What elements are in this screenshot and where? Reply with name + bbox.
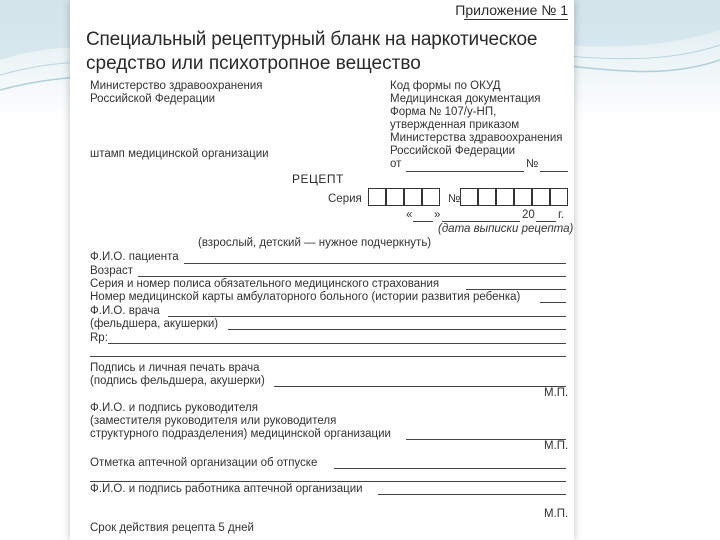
series-label: Серия [328,193,362,205]
doctor-line1[interactable] [168,316,566,317]
number-box-2[interactable] [478,188,496,206]
age-label: Возраст [90,265,134,277]
annex-underline [464,19,568,20]
okud-label: Код формы по ОКУД [390,80,501,92]
annex-label: Приложение № 1 [455,2,568,18]
policy-label: Серия и номер полиса обязательного медицинского страхования [90,278,440,290]
recipe-number-sign: № [448,193,461,205]
ministry-order-line1: Министерства здравоохранения [390,132,563,144]
prescription-form-sheet [70,0,574,540]
series-box-1[interactable] [368,188,386,206]
order-number-line[interactable] [540,171,568,172]
date-day-line[interactable] [413,221,433,222]
pharmacy-mark-line1[interactable] [334,468,566,469]
stamp-label: штамп медицинской организации [90,148,269,160]
head-line[interactable] [406,439,566,440]
ministry-line2: Российской Федерации [90,93,216,105]
sign-line[interactable] [274,386,566,387]
sign-label-line1: Подпись и личная печать врача [90,362,260,374]
ministry-order-line2: Российской Федерации [390,145,516,157]
card-label: Номер медицинской карты амбулаторного больного (истории развития ребенка) [90,291,521,303]
rp-line2[interactable] [90,356,566,357]
stamp-mark-2: М.П. [544,440,569,452]
doctor-label-line1: Ф.И.О. врача [90,305,160,317]
pharmacy-mark-line2[interactable] [90,481,566,482]
age-hint: (взрослый, детский — нужное подчеркнуть) [198,237,432,249]
number-box-3[interactable] [496,188,514,206]
number-box-1[interactable] [460,188,478,206]
patient-line[interactable] [184,263,566,264]
year-prefix: 20 [522,209,535,221]
number-box-5[interactable] [532,188,550,206]
order-date-line[interactable] [406,171,524,172]
form-title-line2: средство или психотропное вещество [86,53,421,74]
pharmacy-worker-label: Ф.И.О. и подпись работника аптечной организации [90,483,363,495]
date-year-line[interactable] [536,221,556,222]
series-box-3[interactable] [404,188,422,206]
order-number-sign: № [526,158,539,170]
order-from-label: от [390,158,402,170]
head-label-line1: Ф.И.О. и подпись руководителя [90,402,258,414]
age-line[interactable] [138,276,566,277]
policy-line[interactable] [466,289,566,290]
form-number-label: Форма № 107/у-НП, [390,106,497,118]
ministry-line1: Министерство здравоохранения [90,80,263,92]
sign-label-line2: (подпись фельдшера, акушерки) [90,375,265,387]
patient-label: Ф.И.О. пациента [90,251,179,263]
head-label-line3: структурного подразделения) медицинской организации [90,428,391,440]
head-label-line2: (заместителя руководителя или руководителя [90,415,337,427]
stamp-mark-3: М.П. [544,508,569,520]
date-hint: (дата выписки рецепта) [438,223,574,235]
rp-label: Rp: [90,332,108,344]
doctor-line2[interactable] [228,329,566,330]
card-line[interactable] [540,302,566,303]
validity-label: Срок действия рецепта 5 дней [90,522,254,534]
number-box-4[interactable] [514,188,532,206]
series-box-4[interactable] [422,188,440,206]
date-month-line[interactable] [442,221,520,222]
form-title-line1: Специальный рецептурный бланк на наркотическое [86,29,538,50]
pharmacy-mark-label: Отметка аптечной организации об отпуске [90,457,318,469]
doctor-label-line2: (фельдшера, акушерки) [90,318,219,330]
series-box-2[interactable] [386,188,404,206]
year-suffix: г. [558,209,564,221]
stamp-mark-1: М.П. [544,387,569,399]
rp-line1[interactable] [108,343,566,344]
date-close-quote: » [434,209,441,221]
date-open-quote: « [406,209,413,221]
number-box-6[interactable] [550,188,568,206]
recipe-heading: РЕЦЕПТ [292,172,344,186]
pharmacy-worker-line[interactable] [378,494,566,495]
approved-label: утвержденная приказом [390,119,520,131]
medical-doc-label: Медицинская документация [390,93,541,105]
